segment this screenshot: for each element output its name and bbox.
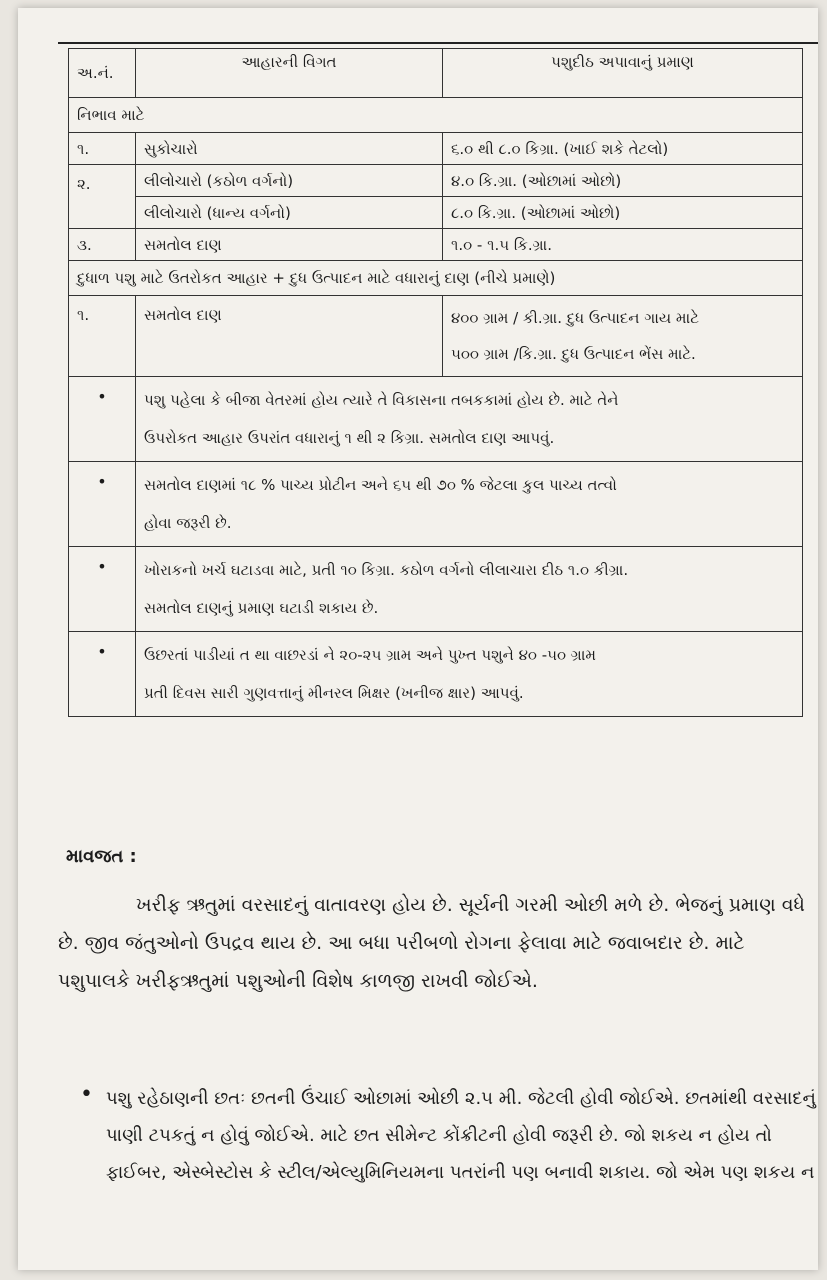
note-row	[69, 377, 803, 462]
note-text	[136, 377, 803, 462]
row-sr: ૩.	[69, 229, 136, 261]
section-heading: માવજત :	[66, 846, 137, 867]
note-line: પશુ પહેલા કે બીજા વેતરમાં હોય ત્યારે તે વિકાસના તબકકામાં હોય છે. માટે તેને	[144, 391, 619, 409]
table-row	[69, 229, 803, 261]
row-item: લીલોચારો (કઠોળ વર્ગનો)	[136, 165, 443, 197]
table-header-row	[69, 49, 803, 98]
note-line: ખોરાકનો ખર્ચ ઘટાડવા માટે, પ્રતી ૧૦ કિગ્રા. કઠોળ વર્ગનો લીલાચારા દીઠ ૧.૦ કીગ્રા.	[144, 561, 629, 579]
bullet: •	[69, 547, 136, 632]
row-amount-cell	[443, 296, 803, 377]
note-row	[69, 462, 803, 547]
table-row	[69, 197, 803, 229]
row-amount: ૮.૦ કિ.ગ્રા. (ઓછામાં ઓછો)	[443, 197, 803, 229]
bullet-paragraph: પશુ રહેઠાણની છતઃ છતની ઉંચાઈ ઓછામાં ઓછી ૨.૫ મી. જેટલી હોવી જોઈએ. છતમાંથી વરસાદનું પાણી ટપકતું ન હોવું જોઈએ. માટે છત સીમેન્ટ કોંક્રીટની હોવી જરૂરી છે. જો શકય ન હોય તો ફાઈબર, એસ્બેસ્ટોસ કે સ્ટીલ/એલ્યુમિનિયમના પતરાંની પણ બનાવી શકાય. જો એમ પણ શકય ન	[106, 1088, 816, 1183]
book-page	[18, 8, 818, 1270]
row-sr: ૨.	[69, 165, 136, 229]
row-sr: ૧.	[69, 296, 136, 377]
row-amount: ૪.૦ કિ.ગ્રા. (ઓછામાં ઓછો)	[443, 165, 803, 197]
note-text	[136, 547, 803, 632]
bullet: •	[69, 377, 136, 462]
milch-label: દુધાળ પશુ માટે ઉતરોકત આહાર + દુધ ઉત્પાદન માટે વધારાનું દાણ (નીચે પ્રમાણે)	[69, 261, 803, 296]
maintenance-label: નિભાવ માટે	[69, 98, 803, 133]
row-item: સમતોલ દાણ	[136, 229, 443, 261]
col-detail-header: આહારની વિગત	[136, 49, 443, 98]
row-item: સમતોલ દાણ	[136, 296, 443, 377]
note-line: હોવા જરૂરી છે.	[144, 514, 232, 532]
top-rule	[58, 42, 818, 44]
row-sr: ૧.	[69, 133, 136, 165]
row-item: સુકોચારો	[136, 133, 443, 165]
note-line: સમતોલ દાણનું પ્રમાણ ઘટાડી શકાય છે.	[144, 599, 379, 617]
table-section-row	[69, 98, 803, 133]
amount-cow: ૪૦૦ ગ્રામ / કી.ગ્રા. દુધ ઉત્પાદન ગાય માટે	[451, 309, 699, 327]
body-paragraph: ખરીફ ઋતુમાં વરસાદનું વાતાવરણ હોય છે. સૂર્યની ગરમી ઓછી મળે છે. ભેજનું પ્રમાણ વધે છે. જીવ જંતુઓનો ઉપદ્રવ થાય છે. આ બધા પરીબળો રોગના ફેલાવા માટે જવાબદાર છે. માટે પશુપાલકે ખરીફઋતુમાં પશુઓની વિશેષ કાળજી રાખવી જોઈએ.	[58, 894, 805, 992]
note-line: ઉપરોકત આહાર ઉપરાંત વધારાનું ૧ થી ૨ કિગ્રા. સમતોલ દાણ આપવું.	[144, 429, 555, 447]
table-row	[69, 133, 803, 165]
bullet: •	[69, 462, 136, 547]
note-row	[69, 547, 803, 632]
note-line: પ્રતી દિવસ સારી ગુણવત્તાનું મીનરલ મિક્ષર (ખનીજ ક્ષાર) આપવું.	[144, 684, 524, 702]
table-row	[69, 296, 803, 377]
table-row	[69, 165, 803, 197]
col-sr-header: અ.નં.	[69, 49, 136, 98]
note-line: સમતોલ દાણમાં ૧૮ % પાચ્ય પ્રોટીન અને ૬૫ થી ૭૦ % જેટલા કુલ પાચ્ય તત્વો	[144, 476, 617, 494]
table-section-row	[69, 261, 803, 296]
bullet: •	[80, 1082, 93, 1107]
note-line: ઉછરતાં પાડીયાં ત થા વાછરડાં ને ૨૦-૨૫ ગ્રામ અને પુખ્ત પશુને ૪૦ -૫૦ ગ્રામ	[144, 646, 596, 664]
feed-table	[68, 48, 803, 717]
row-amount: ૧.૦ - ૧.૫ કિ.ગ્રા.	[443, 229, 803, 261]
note-text	[136, 462, 803, 547]
note-row	[69, 632, 803, 717]
row-amount: ૬.૦ થી ૮.૦ કિગ્રા. (ખાઈ શકે તેટલો)	[443, 133, 803, 165]
bullet: •	[69, 632, 136, 717]
row-item: લીલોચારો (ધાન્ય વર્ગનો)	[136, 197, 443, 229]
amount-buffalo: ૫૦૦ ગ્રામ /કિ.ગ્રા. દુધ ઉત્પાદન ભેંસ માટે.	[451, 345, 696, 363]
note-text	[136, 632, 803, 717]
col-amount-header: પશુદીઠ અપાવાનું પ્રમાણ	[443, 49, 803, 98]
